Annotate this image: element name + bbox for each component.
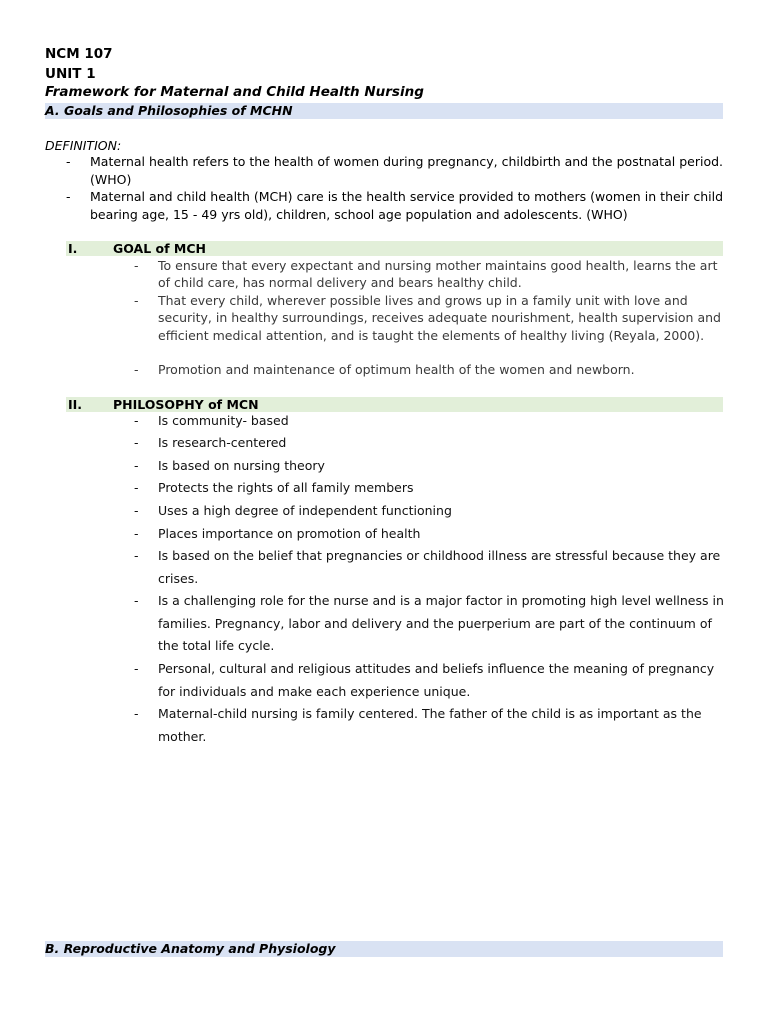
philosophy-item-text: Personal, cultural and religious attitudes and beliefs influence the meaning of pregnancy for individuals and make each experience unique.	[158, 661, 715, 699]
definition-item	[66, 188, 723, 223]
philosophy-item-text: Places importance on promotion of health	[158, 526, 421, 541]
philosophy-item	[134, 590, 724, 658]
philosophy-item	[134, 477, 724, 500]
philosophy-item-text: Is community- based	[158, 413, 289, 428]
goal-item-text: That every child, wherever possible lives and grows up in a family unit with love and security, in healthy surroundings, receives adequate nourishment, health supervision and efficient medical attention, and is taught the elements of healthy living (Reyala, 2000).	[158, 293, 721, 343]
goal-number: I.	[68, 241, 78, 256]
goal-item-text: Promotion and maintenance of optimum health of the women and newborn.	[158, 362, 635, 377]
philosophy-item	[134, 703, 724, 748]
goal-item	[134, 292, 724, 344]
section-b-heading	[45, 941, 723, 957]
philosophy-item	[134, 410, 724, 433]
goal-heading	[66, 241, 723, 256]
bullet-dash: -	[134, 435, 139, 450]
philosophy-item	[134, 658, 724, 703]
unit-label: UNIT 1	[45, 66, 96, 82]
bullet-dash: -	[66, 189, 71, 204]
bullet-dash: -	[134, 526, 139, 541]
philosophy-item	[134, 500, 724, 523]
definition-text: Maternal and child health (MCH) care is the health service provided to mothers (women in their child bearing age, 15 - 49 yrs old), children, school age population and adolescents. (WHO)	[90, 189, 723, 222]
goal-item-text: To ensure that every expectant and nursing mother maintains good health, learns the art of child care, has normal delivery and bears healthy child.	[158, 258, 718, 291]
philosophy-number: II.	[68, 397, 83, 412]
philosophy-item	[134, 545, 724, 590]
philosophy-item-text: Is research-centered	[158, 435, 287, 450]
philosophy-item-text: Maternal-child nursing is family centered. The father of the child is as important as the mother.	[158, 706, 702, 744]
bullet-dash: -	[134, 661, 139, 676]
definition-label: DEFINITION:	[45, 138, 122, 153]
bullet-dash: -	[66, 154, 71, 169]
goal-item	[134, 361, 724, 378]
bullet-dash: -	[134, 480, 139, 495]
philosophy-item-text: Is a challenging role for the nurse and is a major factor in promoting high level wellness in families. Pregnancy, labor and delivery and the puerperium are part of the continuum of the total life cycle.	[158, 593, 724, 653]
bullet-dash: -	[134, 458, 139, 473]
bullet-dash: -	[134, 548, 139, 563]
philosophy-item-text: Protects the rights of all family members	[158, 480, 414, 495]
philosophy-item-text: Is based on the belief that pregnancies or childhood illness are stressful because they are crises.	[158, 548, 721, 586]
course-code: NCM 107	[45, 46, 113, 62]
philosophy-item-text: Uses a high degree of independent functioning	[158, 503, 452, 518]
philosophy-item	[134, 523, 724, 546]
philosophy-item	[134, 455, 724, 478]
bullet-dash: -	[134, 706, 139, 721]
bullet-dash: -	[134, 593, 139, 608]
section-b-heading-text: B. Reproductive Anatomy and Physiology	[45, 941, 336, 956]
goal-item	[134, 257, 724, 292]
section-a-heading	[45, 103, 723, 119]
bullet-dash: -	[134, 413, 139, 428]
bullet-dash: -	[134, 258, 139, 273]
definition-item	[66, 153, 723, 188]
bullet-dash: -	[134, 362, 139, 377]
section-a-heading-text: A. Goals and Philosophies of MCHN	[45, 103, 293, 118]
document-title: Framework for Maternal and Child Health Nursing	[45, 84, 424, 100]
bullet-dash: -	[134, 293, 139, 308]
philosophy-title: PHILOSOPHY of MCN	[113, 397, 259, 412]
definition-text: Maternal health refers to the health of women during pregnancy, childbirth and the postnatal period. (WHO)	[90, 154, 723, 187]
philosophy-item-text: Is based on nursing theory	[158, 458, 325, 473]
goal-title: GOAL of MCH	[113, 241, 206, 256]
philosophy-item	[134, 432, 724, 455]
bullet-dash: -	[134, 503, 139, 518]
